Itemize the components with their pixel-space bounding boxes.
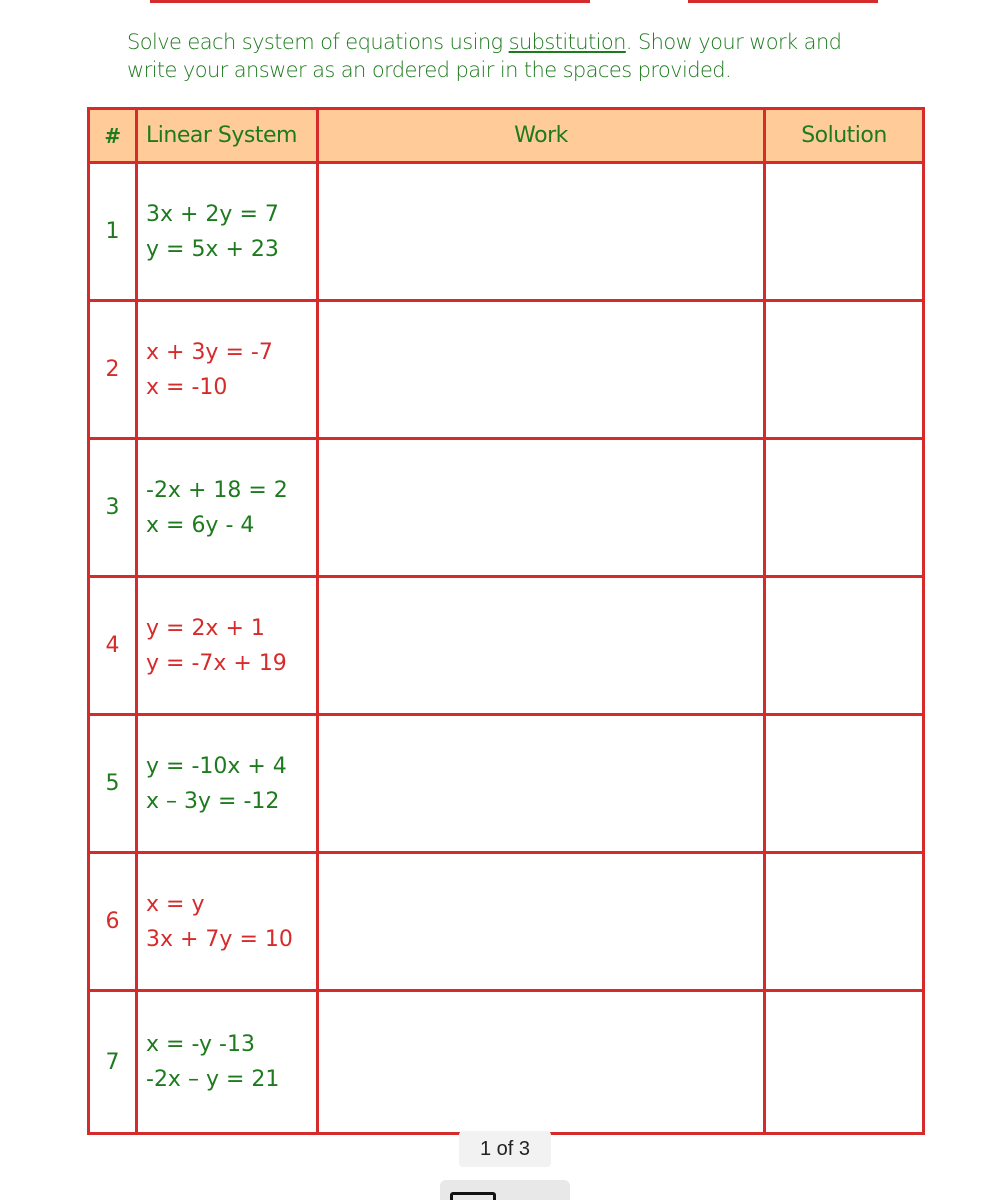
equation: x – 3y = -12 (146, 788, 280, 814)
instructions-emphasis: substitution (508, 30, 626, 54)
equation: x = y (146, 891, 205, 917)
linear-system (137, 853, 318, 991)
problem-number: 5 (89, 715, 137, 853)
problem-number: 3 (89, 439, 137, 577)
header-work: Work (318, 109, 765, 163)
work-cell[interactable] (318, 853, 765, 991)
table-header-row (89, 109, 924, 163)
linear-system (137, 715, 318, 853)
work-cell[interactable] (318, 577, 765, 715)
work-cell[interactable] (318, 991, 765, 1134)
equation: y = 5x + 23 (146, 236, 279, 262)
viewer-toolbar[interactable] (440, 1180, 570, 1200)
table-row (89, 301, 924, 439)
equation: x = -y -13 (146, 1032, 255, 1057)
problem-number: 6 (89, 853, 137, 991)
header-number: # (89, 109, 137, 163)
problem-number: 7 (89, 991, 137, 1134)
solution-cell[interactable] (765, 301, 924, 439)
linear-system (137, 439, 318, 577)
solution-cell[interactable] (765, 163, 924, 301)
header-solution: Solution (765, 109, 924, 163)
date-line (688, 0, 878, 3)
table-row (89, 853, 924, 991)
name-line (150, 0, 590, 3)
equation: 3x + 7y = 10 (146, 926, 293, 952)
solution-cell[interactable] (765, 577, 924, 715)
linear-system (137, 163, 318, 301)
solution-cell[interactable] (765, 853, 924, 991)
work-cell[interactable] (318, 439, 765, 577)
problem-number: 4 (89, 577, 137, 715)
work-cell[interactable] (318, 163, 765, 301)
linear-system (137, 991, 318, 1134)
instructions (127, 28, 887, 84)
equation: -2x + 18 = 2 (146, 477, 288, 503)
page-counter: 1 of 3 (459, 1131, 551, 1167)
equation: y = -10x + 4 (146, 753, 287, 779)
equation: 3x + 2y = 7 (146, 201, 279, 227)
problem-number: 2 (89, 301, 137, 439)
table-row (89, 439, 924, 577)
equation: x = -10 (146, 374, 228, 400)
equation: x + 3y = -7 (146, 339, 273, 365)
page-view-icon[interactable] (450, 1192, 496, 1200)
work-cell[interactable] (318, 301, 765, 439)
linear-system (137, 301, 318, 439)
instructions-text-1: Solve each system of equations using (127, 30, 509, 54)
equation: y = 2x + 1 (146, 615, 265, 641)
table-row (89, 577, 924, 715)
table-row (89, 163, 924, 301)
equation: -2x – y = 21 (146, 1067, 280, 1092)
linear-system (137, 577, 318, 715)
header-linear-system: Linear System (137, 109, 318, 163)
table-row (89, 715, 924, 853)
equation: y = -7x + 19 (146, 650, 287, 676)
table-row (89, 991, 924, 1134)
instructions-text-2: . Show your work and write your answer as an ordered pair in the spaces provided. (127, 30, 842, 82)
equation: x = 6y - 4 (146, 512, 255, 538)
solution-cell[interactable] (765, 991, 924, 1134)
solution-cell[interactable] (765, 439, 924, 577)
solution-cell[interactable] (765, 715, 924, 853)
work-cell[interactable] (318, 715, 765, 853)
problem-number: 1 (89, 163, 137, 301)
systems-table (87, 107, 925, 1135)
